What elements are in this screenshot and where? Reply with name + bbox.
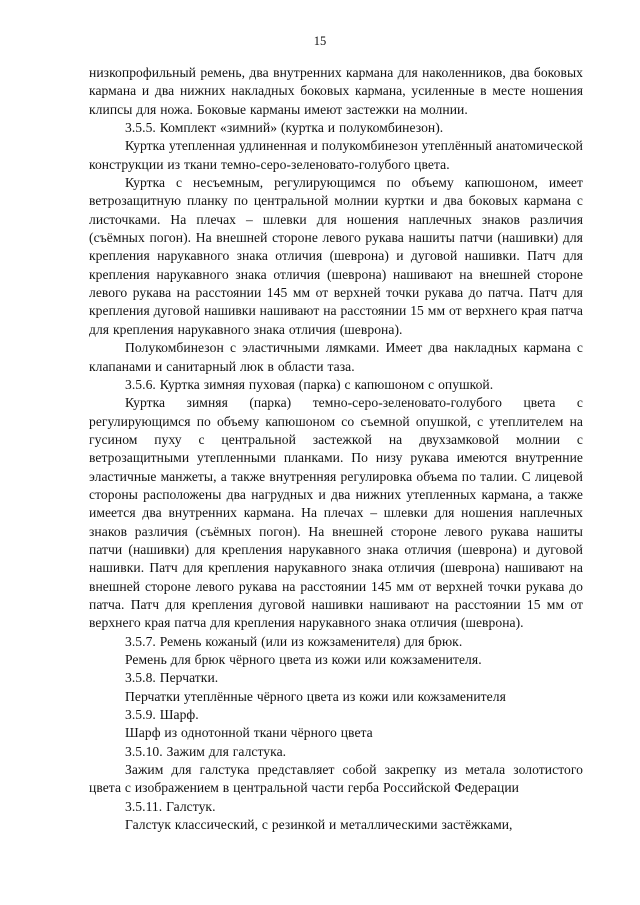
paragraph-tie: Галстук классический, с резинкой и металлическими застёжками, bbox=[125, 817, 513, 833]
section-heading-3-5-11: 3.5.11. Галстук. bbox=[125, 798, 216, 814]
document-body bbox=[89, 64, 583, 834]
paragraph-gloves: Перчатки утеплённые чёрного цвета из кожи или кожзаменителя bbox=[125, 688, 506, 704]
paragraph-winter-set: Куртка утепленная удлиненная и полукомбинезон утеплённый анатомической конструкции из ткани темно-серо-зеленовато-голубого цвета. bbox=[89, 138, 583, 172]
section-heading-3-5-6: 3.5.6. Куртка зимняя пуховая (парка) с капюшоном с опушкой. bbox=[125, 376, 494, 392]
paragraph-trouser-belt: Ремень для брюк чёрного цвета из кожи или кожзаменителя. bbox=[125, 652, 482, 667]
paragraph-scarf: Шарф из однотонной ткани чёрного цвета bbox=[125, 725, 373, 741]
section-heading-3-5-5: 3.5.5. Комплект «зимний» (куртка и полукомбинезон). bbox=[125, 120, 444, 136]
section-heading-3-5-7: 3.5.7. Ремень кожаный (или из кожзаменителя) для брюк. bbox=[125, 633, 463, 649]
section-heading-3-5-10: 3.5.10. Зажим для галстука. bbox=[125, 743, 287, 759]
paragraph-winter-jacket: Куртка с несъемным, регулирующимся по объему капюшоном, имеет ветрозащитную планку по центральной молнии куртки и два боковых кармана с листочками. На плечах – шлевки для ношения наплечных знаков различия (съёмных погон). На внешней стороне левого рукава нашиты патчи (нашивки) для крепления нарукавного знака отличия (шеврона) и дуговой нашивки. Патч для крепления нарукавного знака отличия (шеврона) нашивают на внешней стороне левого рукава на расстоянии 145 мм от верхней точки рукава до патча. Патч для крепления дуговой нашивки нашивают на расстоянии 15 мм от верхнего края патча для крепления нарукавного знака отличия (шеврона). bbox=[89, 175, 583, 337]
section-heading-3-5-9: 3.5.9. Шарф. bbox=[125, 707, 199, 723]
paragraph-belt-and-pockets: низкопрофильный ремень, два внутренних кармана для наколенников, два боковых кармана и два нижних накладных боковых кармана, усиленные в месте ношения клипсы для ножа. Боковые карманы имеют застежки на молнии. bbox=[89, 65, 583, 117]
paragraph-tie-clip: Зажим для галстука представляет собой закрепку из метала золотистого цвета с изображением в центральной части герба Российской Федерации bbox=[89, 762, 583, 796]
page-number: 15 bbox=[313, 34, 327, 48]
section-heading-3-5-8: 3.5.8. Перчатки. bbox=[125, 670, 219, 686]
paragraph-overalls: Полукомбинезон с эластичными лямками. Имеет два накладных кармана с клапанами и санитарный люк в области таза. bbox=[89, 340, 583, 374]
paragraph-parka: Куртка зимняя (парка) темно-серо-зеленовато-голубого цвета с регулирующимся по объему капюшоном со съемной опушкой, с утеплителем на гусином пуху с центральной застежкой на двухзамковой молнии с ветрозащитными утепленными планками. По низу рукава имеются внутренние эластичные манжеты, а также внутренняя регулировка объема по талии. С лицевой стороны расположены два нагрудных и два нижних утепленных кармана, а также имеется два внутренних кармана. На плечах – шлевки для ношения наплечных знаков различия (съёмных погон). На внешней стороне левого рукава нашиты патчи (нашивки) для крепления нарукавного знака отличия (шеврона) и дуговой нашивки. Патч для крепления нарукавного знака отличия (шеврона) нашивают на внешней стороне левого рукава на расстоянии 145 мм от верхней точки рукава до патча. Патч для крепления дуговой нашивки нашивают на расстоянии 15 мм от верхнего края патча для крепления нарукавного знака отличия (шеврона). bbox=[89, 395, 583, 631]
